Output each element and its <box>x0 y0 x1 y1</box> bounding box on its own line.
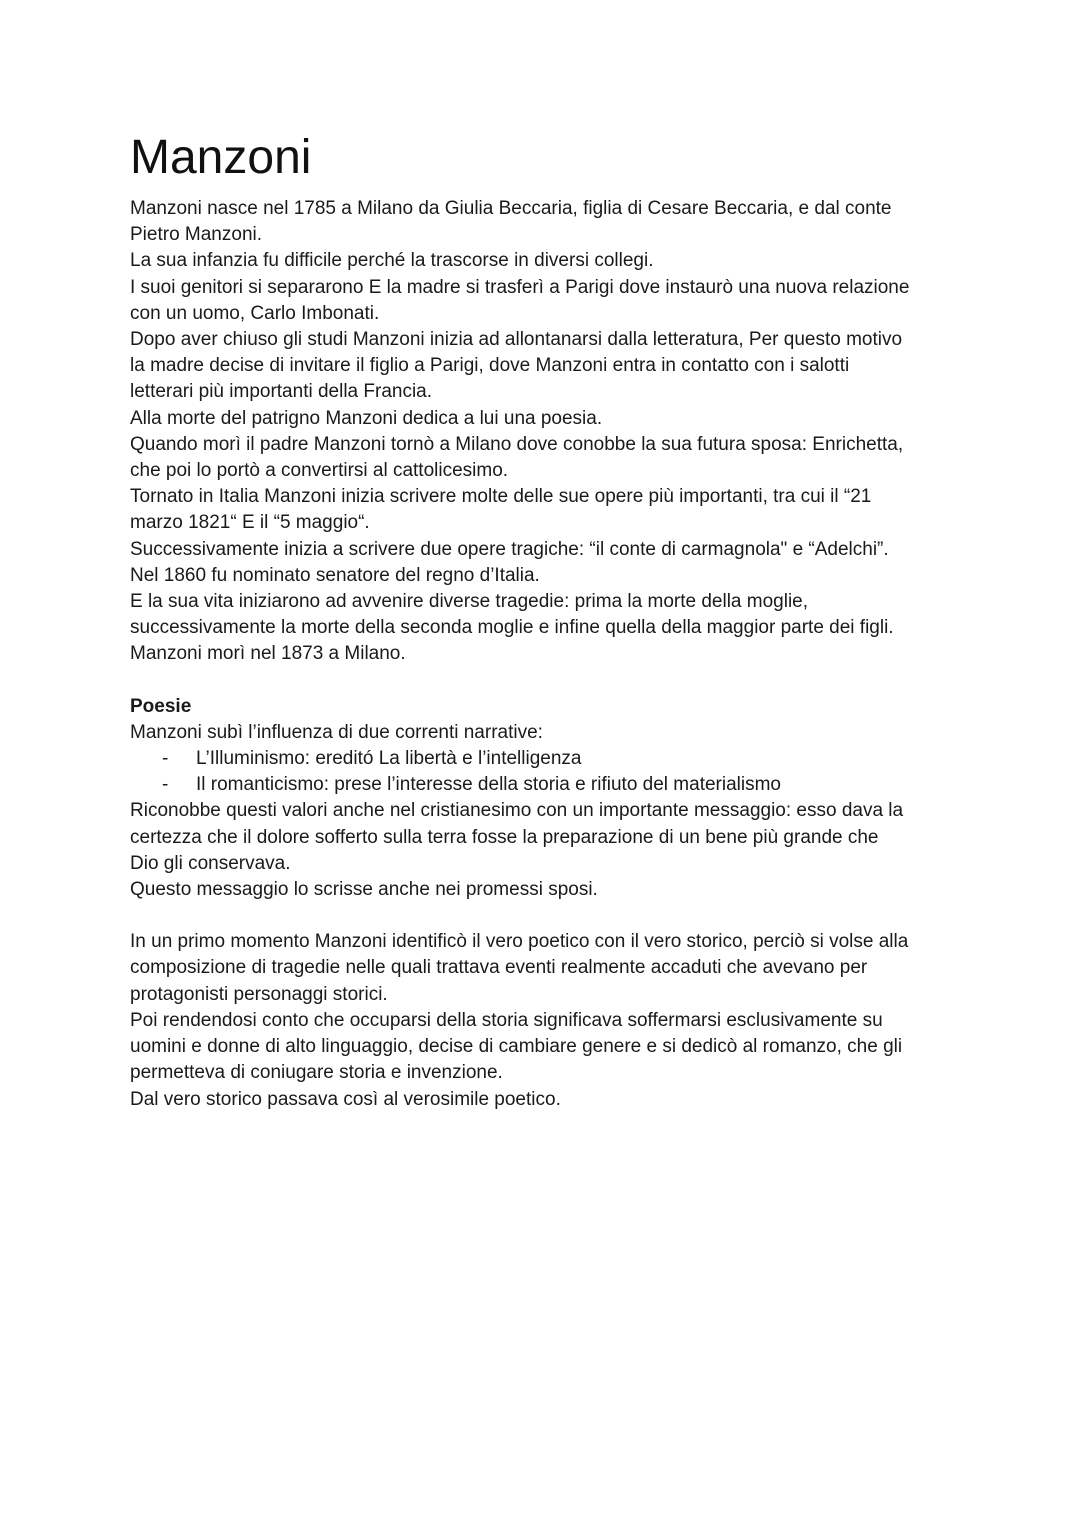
list-item-text: L’Illuminismo: ereditó La libertà e l’intelligenza <box>196 748 582 770</box>
text-line: con un uomo, Carlo Imbonati. <box>130 302 380 324</box>
dash-bullet: - <box>162 774 169 796</box>
text-line: In un primo momento Manzoni identificò il vero poetico con il vero storico, perciò si volse alla <box>130 931 909 953</box>
text-line: composizione di tragedie nelle quali trattava eventi realmente accaduti che avevano per <box>130 957 868 979</box>
biography-section <box>130 196 960 668</box>
text-line: uomini e donne di alto linguaggio, decise di cambiare genere e si dedicò al romanzo, che gli <box>130 1036 903 1058</box>
text-line: Manzoni subì l’influenza di due correnti narrative: <box>130 721 543 743</box>
list-item-text: Il romanticismo: prese l’interesse della storia e rifiuto del materialismo <box>196 774 782 796</box>
text-line: Dopo aver chiuso gli studi Manzoni inizia ad allontanarsi dalla letteratura, Per questo motivo <box>130 329 903 351</box>
text-line: Manzoni morì nel 1873 a Milano. <box>130 643 406 665</box>
list-item <box>130 772 960 798</box>
text-line: Riconobbe questi valori anche nel cristianesimo con un importante messaggio: esso dava la <box>130 800 904 822</box>
text-line: Questo messaggio lo scrisse anche nei promessi sposi. <box>130 879 598 901</box>
text-line: la madre decise di invitare il figlio a Parigi, dove Manzoni entra in contatto con i salotti <box>130 355 850 377</box>
text-line: La sua infanzia fu difficile perché la trascorse in diversi collegi. <box>130 250 654 272</box>
text-line: Successivamente inizia a scrivere due opere tragiche: “il conte di carmagnola" e “Adelchi”. <box>130 538 889 560</box>
text-line: I suoi genitori si separarono E la madre si trasferì a Parigi dove instaurò una nuova relazione <box>130 276 910 298</box>
section-heading: Poesie <box>130 695 192 717</box>
paragraph-spacer <box>130 903 960 929</box>
text-line: Dal vero storico passava così al verosimile poetico. <box>130 1088 561 1110</box>
text-line: marzo 1821“ E il “5 maggio“. <box>130 512 370 534</box>
text-line: certezza che il dolore sofferto sulla terra fosse la preparazione di un bene più grande che <box>130 826 879 848</box>
text-line: Alla morte del patrigno Manzoni dedica a lui una poesia. <box>130 407 603 429</box>
page-title: Manzoni <box>130 131 312 184</box>
text-line: successivamente la morte della seconda moglie e infine quella della maggior parte dei figli. <box>130 617 894 639</box>
list-item <box>130 746 960 772</box>
text-line: permetteva di coniugare storia e invenzione. <box>130 1062 503 1084</box>
text-line: Tornato in Italia Manzoni inizia scrivere molte delle sue opere più importanti, tra cui il “21 <box>130 486 872 508</box>
document-page <box>130 128 960 1113</box>
text-line: E la sua vita iniziarono ad avvenire diverse tragedie: prima la morte della moglie, <box>130 591 809 613</box>
text-line: Quando morì il padre Manzoni tornò a Milano dove conobbe la sua futura sposa: Enrichetta, <box>130 433 904 455</box>
text-line: Manzoni nasce nel 1785 a Milano da Giulia Beccaria, figlia di Cesare Beccaria, e dal conte <box>130 198 892 219</box>
final-section <box>130 929 960 1112</box>
text-line: che poi lo portò a convertirsi al cattolicesimo. <box>130 460 509 482</box>
text-line: Dio gli conservava. <box>130 852 291 874</box>
text-line: Poi rendendosi conto che occuparsi della storia significava soffermarsi esclusivamente su <box>130 1009 883 1031</box>
text-line: letterari più importanti della Francia. <box>130 381 433 403</box>
bullet-list <box>130 746 960 798</box>
poesie-section <box>130 694 960 904</box>
text-line: Nel 1860 fu nominato senatore del regno d’Italia. <box>130 564 540 586</box>
text-line: Pietro Manzoni. <box>130 224 263 246</box>
dash-bullet: - <box>162 748 169 770</box>
paragraph-spacer <box>130 668 960 694</box>
text-line: protagonisti personaggi storici. <box>130 983 388 1005</box>
